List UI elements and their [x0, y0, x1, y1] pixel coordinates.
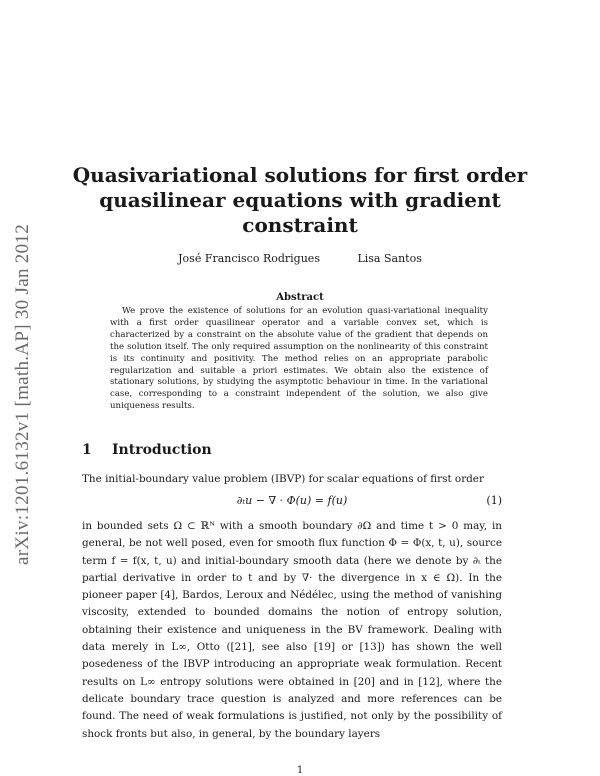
abstract-text: We prove the existence of solutions for an evolution quasi-variational inequality with a first order quasilinear operator and a variable convex set, which is characterized by a constraint on the absolute value of the gradient that depends on the solution itself. The only required assumption on the nonlinearity of this constraint is its continuity and positivity. The method relies on an appropriate parabolic regularization and suitable a priori estimates. We obtain also the existence of stationary solutions, by studying the asymptotic behaviour in time. In the variational case, corresponding to a constraint independent of the solution, we also give uniqueness results.	[110, 306, 488, 412]
section-number: 1	[82, 442, 92, 458]
page-number: 1	[296, 765, 304, 776]
equation-body: ∂ₜu − ∇ · Φ(u) = f(u)	[236, 494, 348, 507]
abstract-heading: Abstract	[276, 292, 324, 303]
intro-sentence: The initial-boundary value problem (IBVP) for scalar equations of first order	[82, 473, 484, 485]
arxiv-stamp: arXiv:1201.6132v1 [math.AP] 30 Jan 2012	[12, 224, 33, 565]
paper-title: Quasivariational solutions for first order quasilinear equations with gradient constraint	[72, 163, 528, 237]
author-list	[0, 252, 600, 265]
section-title: Introduction	[112, 442, 212, 458]
equation-1	[82, 492, 502, 512]
section-heading	[82, 442, 212, 458]
equation-number: (1)	[486, 494, 502, 507]
author-name: Lisa Santos	[357, 252, 422, 265]
body-paragraph: in bounded sets Ω ⊂ ℝᴺ with a smooth boundary ∂Ω and time t > 0 may, in general, be not well posed, even for smooth flux function Φ = Φ(x, t, u), source term f = f(x, t, u) and initial-boundary smooth data (here we denote by ∂ₜ the partial derivative in order to t and by ∇· the divergence in x ∈ Ω). In the pioneer paper [4], Bardos, Leroux and Nédélec, using the method of vanishing viscosity, extended to bounded domains the notion of entropy solution, obtaining their existence and uniqueness in the BV framework. Dealing with data merely in L∞, Otto ([21], see also [19] or [13]) has shown the well posedeness of the IBVP introducing an appropriate weak formulation. Recent results on L∞ entropy solutions were obtained in [20] and in [12], where the delicate boundary trace question is analyzed and more references can be found. The need of weak formulations is justified, not only by the possibility of shock fronts but also, in general, by the boundary layers	[82, 520, 502, 740]
author-name: José Francisco Rodrigues	[178, 252, 320, 265]
